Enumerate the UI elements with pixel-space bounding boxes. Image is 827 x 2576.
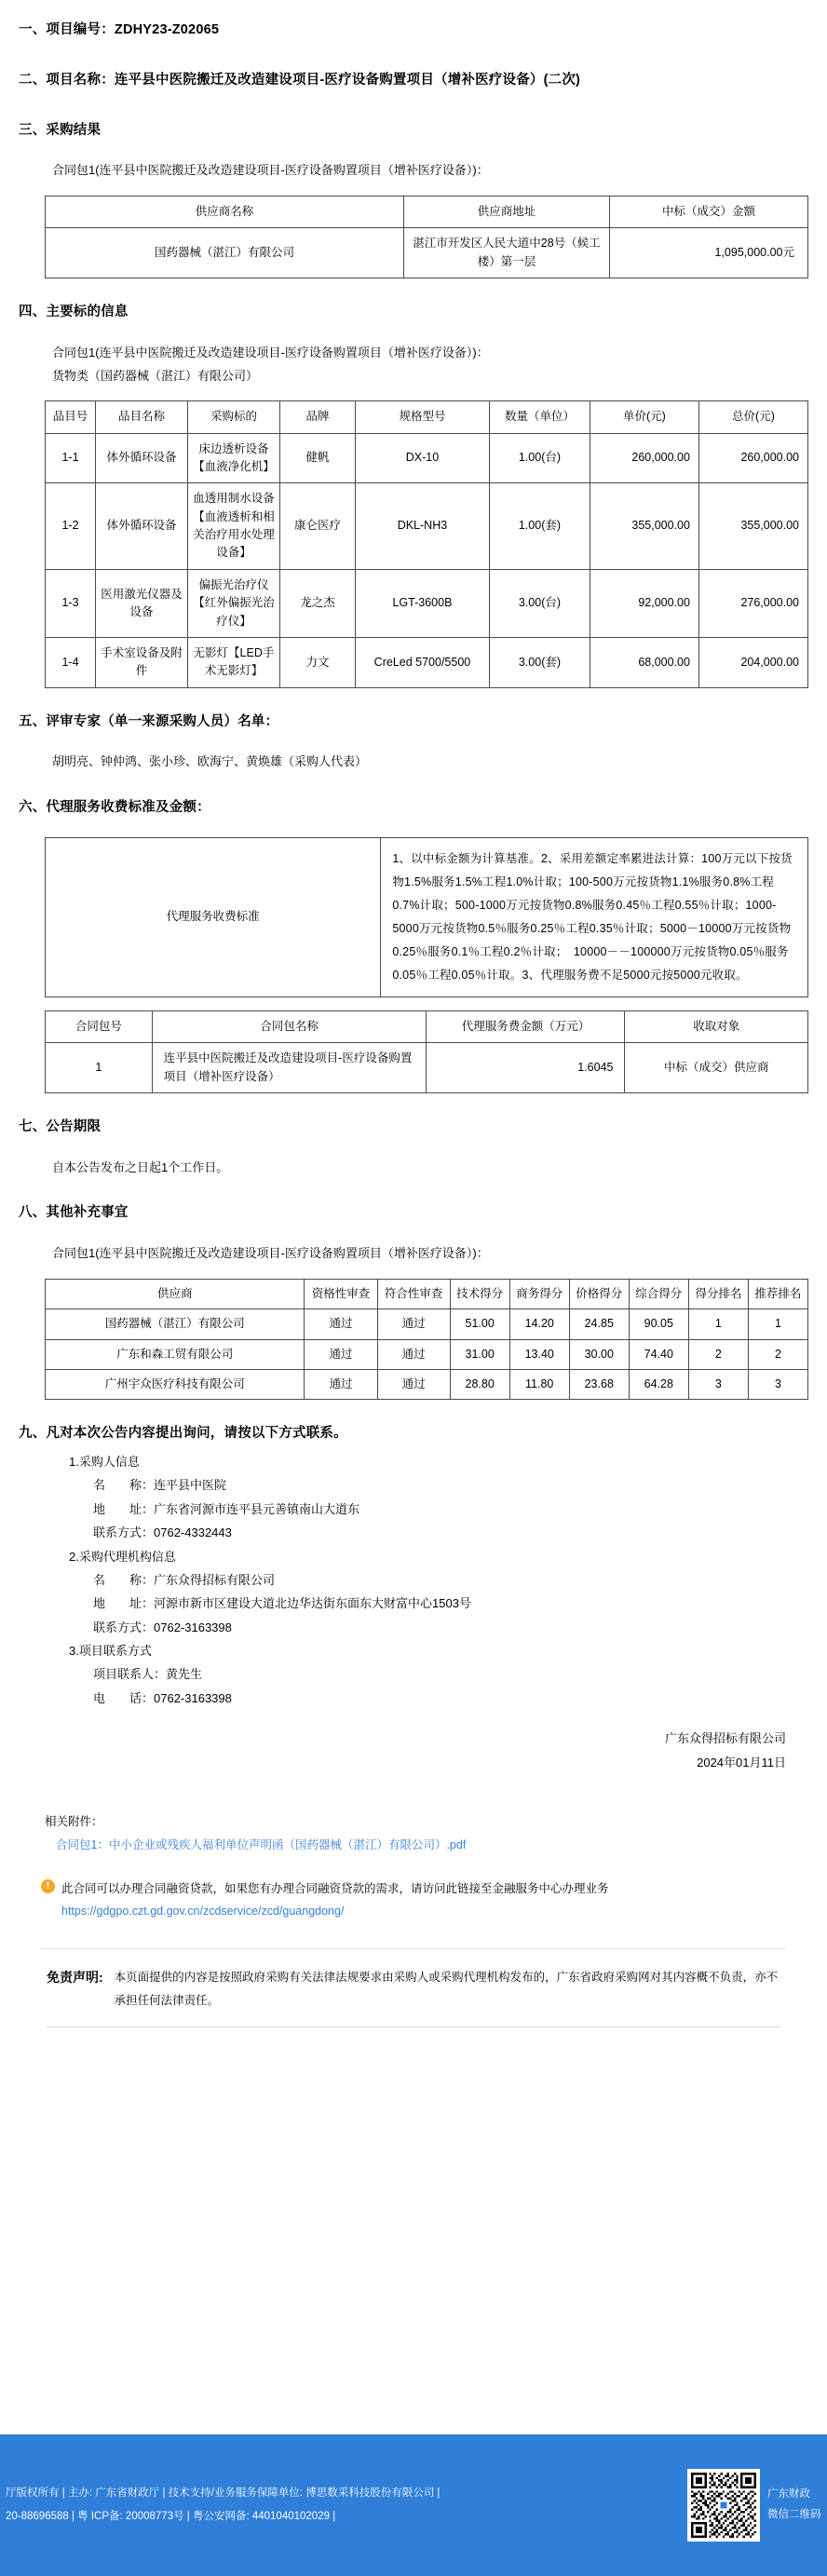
cell-item-category: 医用激光仪器及设备 bbox=[95, 569, 187, 637]
purchaser-tel-label: 联系方式： bbox=[93, 1525, 155, 1540]
table-row bbox=[46, 1339, 808, 1369]
cell-item-model: DX-10 bbox=[355, 433, 489, 483]
disclaimer-block bbox=[19, 1949, 808, 2012]
table-header-row bbox=[46, 401, 808, 433]
spacer bbox=[19, 774, 808, 798]
cell-item-brand: 龙之杰 bbox=[279, 569, 355, 637]
cell-score-supplier: 国药器械（湛江）有限公司 bbox=[46, 1309, 305, 1339]
cell-item-category: 体外循环设备 bbox=[95, 433, 187, 483]
cell-item-model: LGT-3600B bbox=[355, 569, 489, 637]
project-contact-person-value: 黄先生 bbox=[166, 1667, 203, 1682]
col-overall-score: 综合得分 bbox=[629, 1279, 688, 1308]
cell-score-supplier: 广州宇众医疗科技有限公司 bbox=[46, 1370, 305, 1400]
cell-item-brand: 健帆 bbox=[279, 433, 355, 483]
financing-service-link[interactable]: https://gdgpo.czt.gd.gov.cn/zcdservice/zcd/guangdong/ bbox=[61, 1905, 345, 1918]
col-business-score: 商务得分 bbox=[509, 1279, 569, 1308]
cell-price-score: 23.68 bbox=[569, 1370, 629, 1400]
col-package-name: 合同包名称 bbox=[152, 1010, 427, 1042]
section-1-label: 一、项目编号： bbox=[19, 22, 115, 37]
cell-price-score: 24.85 bbox=[569, 1309, 629, 1339]
cell-recommend-rank: 1 bbox=[748, 1309, 807, 1339]
cell-item-unit-price: 68,000.00 bbox=[590, 637, 698, 687]
financing-notice-text: 此合同可以办理合同融资贷款，如果您有办理合同融资贷款的需求，请访问此链接至金融服务中心办理业务 bbox=[61, 1881, 609, 1895]
col-award-amount: 中标（成交）金额 bbox=[610, 196, 808, 227]
cell-item-qty: 3.00(台) bbox=[489, 569, 590, 637]
signature-block bbox=[19, 1727, 808, 1775]
items-package-line: 合同包1(连平县中医院搬迁及改造建设项目-医疗设备购置项目（增补医疗设备）)： bbox=[52, 345, 489, 359]
cell-item-category: 手术室设备及附件 bbox=[95, 637, 187, 687]
spacer bbox=[19, 1266, 808, 1279]
spacer bbox=[19, 1775, 808, 1812]
cell-qualification-review: 通过 bbox=[305, 1370, 377, 1400]
col-recommend-rank: 推荐排名 bbox=[748, 1279, 807, 1308]
project-contact-title: 3.项目联系方式 bbox=[69, 1643, 152, 1658]
purchaser-address-row bbox=[19, 1498, 808, 1521]
cell-item-qty: 3.00(套) bbox=[489, 637, 590, 687]
section-9-title: 九、凡对本次公告内容提出询问，请按以下方式联系。 bbox=[19, 1426, 347, 1442]
signature-date: 2024年01月11日 bbox=[697, 1755, 786, 1769]
financing-notice bbox=[19, 1878, 808, 1923]
spacer bbox=[19, 387, 808, 400]
cell-business-score: 14.20 bbox=[509, 1309, 569, 1339]
spacer bbox=[19, 329, 808, 342]
cell-item-subject: 无影灯【LED手术无影灯】 bbox=[187, 637, 279, 687]
col-item-no: 品目号 bbox=[46, 401, 96, 433]
table-header-row bbox=[46, 196, 808, 227]
cell-award-amount: 1,095,000.00元 bbox=[610, 228, 808, 278]
cell-overall-score: 64.28 bbox=[629, 1370, 688, 1400]
spacer bbox=[19, 688, 808, 712]
section-project-name bbox=[19, 71, 808, 91]
agency-name-row bbox=[19, 1568, 808, 1592]
supplementary-package-line: 合同包1(连平县中医院搬迁及改造建设项目-医疗设备购置项目（增补医疗设备）)： bbox=[52, 1246, 489, 1261]
table-row bbox=[46, 1370, 808, 1400]
cell-overall-score: 74.40 bbox=[629, 1339, 688, 1369]
spacer bbox=[19, 278, 808, 303]
section-7-title: 七、公告期限 bbox=[19, 1119, 102, 1134]
project-contact-tel-row bbox=[19, 1687, 808, 1710]
cell-item-subject: 血透用制水设备【血液透析和相关治疗用水处理设备】 bbox=[187, 483, 279, 570]
fee-standard-table bbox=[45, 837, 808, 997]
section-6-title: 六、代理服务收费标准及金额： bbox=[19, 800, 210, 816]
qr-caption bbox=[767, 2485, 823, 2526]
col-item-subject: 采购标的 bbox=[187, 401, 279, 433]
cell-item-no: 1-4 bbox=[46, 637, 96, 687]
spacer bbox=[19, 997, 808, 1010]
agency-tel-row bbox=[19, 1616, 808, 1639]
cell-item-brand: 力文 bbox=[279, 637, 355, 687]
cell-fee-payer: 中标（成交）供应商 bbox=[625, 1043, 808, 1093]
financing-notice-body bbox=[61, 1878, 609, 1923]
cell-qualification-review: 通过 bbox=[305, 1339, 377, 1369]
col-package-no: 合同包号 bbox=[46, 1010, 153, 1042]
attachment-link[interactable]: 合同包1：中小企业或残疾人福利单位声明函（国药器械（湛江）有限公司）.pdf bbox=[56, 1837, 467, 1851]
cell-fee-standard-label: 代理服务收费标准 bbox=[46, 837, 381, 997]
cell-item-total-price: 260,000.00 bbox=[698, 433, 807, 483]
table-row bbox=[46, 837, 808, 997]
cell-recommend-rank: 3 bbox=[748, 1370, 807, 1400]
cell-item-unit-price: 260,000.00 bbox=[590, 433, 698, 483]
cell-price-score: 30.00 bbox=[569, 1339, 629, 1369]
cell-item-model: CreLed 5700/5500 bbox=[355, 637, 489, 687]
table-row bbox=[46, 433, 808, 483]
table-row bbox=[46, 569, 808, 637]
attachments-title: 相关附件： bbox=[45, 1814, 103, 1828]
cell-supplier-name: 国药器械（湛江）有限公司 bbox=[46, 228, 404, 278]
purchaser-name-value: 连平县中医院 bbox=[154, 1478, 227, 1493]
col-supplier-name: 供应商名称 bbox=[46, 196, 404, 227]
fee-amount-table bbox=[45, 1010, 808, 1093]
col-fee-payer: 收取对象 bbox=[625, 1010, 808, 1042]
cell-item-qty: 1.00(台) bbox=[489, 433, 590, 483]
table-row bbox=[46, 637, 808, 687]
spacer bbox=[19, 97, 808, 121]
score-table bbox=[45, 1279, 808, 1401]
spacer bbox=[19, 183, 808, 196]
agency-name-label: 名 称： bbox=[93, 1572, 155, 1587]
cell-fee-amount: 1.6045 bbox=[427, 1043, 625, 1093]
cell-conformity-review: 通过 bbox=[377, 1370, 450, 1400]
project-contact-person-row bbox=[19, 1662, 808, 1686]
cell-qualification-review: 通过 bbox=[305, 1309, 377, 1339]
spacer bbox=[19, 1093, 808, 1118]
section-2-label: 二、项目名称： bbox=[19, 72, 115, 88]
cell-score-rank: 2 bbox=[688, 1339, 748, 1369]
cell-technical-score: 51.00 bbox=[450, 1309, 509, 1339]
col-supplier-address: 供应商地址 bbox=[403, 196, 609, 227]
col-item-model: 规格型号 bbox=[355, 401, 489, 433]
cell-package-no: 1 bbox=[46, 1043, 153, 1093]
col-conformity-review: 符合性审查 bbox=[377, 1279, 450, 1308]
table-header-row bbox=[46, 1010, 808, 1042]
footer-line-2: 20-88696588 | 粤 ICP备: 20008773号 | 粤公安网备: 4401040102029 | bbox=[6, 2511, 336, 2522]
col-item-qty: 数量（单位） bbox=[489, 401, 590, 433]
spacer bbox=[19, 146, 808, 159]
spacer bbox=[19, 1229, 808, 1242]
cell-item-unit-price: 92,000.00 bbox=[590, 569, 698, 637]
project-number-value: ZDHY23-Z02065 bbox=[114, 22, 220, 37]
cell-overall-score: 90.05 bbox=[629, 1309, 688, 1339]
purchaser-info-title: 1.采购人信息 bbox=[69, 1455, 140, 1470]
table-row bbox=[46, 228, 808, 278]
col-score-rank: 得分排名 bbox=[688, 1279, 748, 1308]
section-8-title: 八、其他补充事宜 bbox=[19, 1205, 129, 1221]
cell-item-unit-price: 355,000.00 bbox=[590, 483, 698, 570]
cell-item-total-price: 355,000.00 bbox=[698, 483, 807, 570]
agency-tel-label: 联系方式： bbox=[93, 1620, 155, 1634]
qr-caption-line-1: 广东财政 bbox=[767, 2488, 810, 2501]
purchaser-tel-row bbox=[19, 1521, 808, 1544]
table-row bbox=[46, 1043, 808, 1093]
disclaimer-label: 免责声明: bbox=[47, 1970, 103, 1986]
agency-address-row bbox=[19, 1592, 808, 1615]
cell-item-qty: 1.00(套) bbox=[489, 483, 590, 570]
cell-business-score: 13.40 bbox=[509, 1339, 569, 1369]
cell-item-subject: 床边透析设备【血液净化机】 bbox=[187, 433, 279, 483]
spacer bbox=[19, 1710, 808, 1727]
cell-recommend-rank: 2 bbox=[748, 1339, 807, 1369]
col-item-brand: 品牌 bbox=[279, 401, 355, 433]
purchaser-address-label: 地 址： bbox=[93, 1501, 155, 1516]
warning-icon: ! bbox=[41, 1879, 55, 1893]
disclaimer-text: 本页面提供的内容是按照政府采购有关法律法规要求由采购人或采购代理机构发布的，广东省政府采购网对其内容概不负责，亦不承担任何法律责任。 bbox=[114, 1971, 779, 2007]
agency-address-label: 地 址： bbox=[93, 1596, 155, 1611]
purchaser-name-row bbox=[19, 1473, 808, 1497]
project-contact-tel-label: 电 话： bbox=[93, 1690, 155, 1705]
cell-item-no: 1-3 bbox=[46, 569, 96, 637]
items-category-line: 货物类（国药器械（湛江）有限公司） bbox=[52, 368, 259, 383]
col-item-total-price: 总价(元) bbox=[698, 401, 807, 433]
items-table bbox=[45, 400, 808, 688]
col-score-supplier: 供应商 bbox=[46, 1279, 305, 1308]
section-project-number bbox=[19, 20, 808, 41]
cell-score-rank: 1 bbox=[688, 1309, 748, 1339]
spacer bbox=[19, 824, 808, 837]
result-table bbox=[45, 196, 808, 278]
cell-item-model: DKL-NH3 bbox=[355, 483, 489, 570]
qr-caption-line-2: 微信二维码 bbox=[767, 2509, 821, 2520]
cell-conformity-review: 通过 bbox=[377, 1339, 450, 1369]
footer-line-1: 厅版权所有 | 主办: 广东省财政厅 | 技术支持/业务服务保障单位: 博思数采科技股份有限公司 | bbox=[6, 2487, 441, 2499]
col-qualification-review: 资格性审查 bbox=[305, 1279, 377, 1308]
spacer bbox=[19, 1144, 808, 1157]
section-3-title: 三、采购结果 bbox=[19, 122, 102, 138]
section-4-title: 四、主要标的信息 bbox=[19, 305, 129, 320]
cell-item-total-price: 204,000.00 bbox=[698, 637, 807, 687]
cell-conformity-review: 通过 bbox=[377, 1309, 450, 1339]
col-technical-score: 技术得分 bbox=[450, 1279, 509, 1308]
cell-business-score: 11.80 bbox=[509, 1370, 569, 1400]
cell-item-brand: 康仑医疗 bbox=[279, 483, 355, 570]
agency-name-value: 广东众得招标有限公司 bbox=[154, 1572, 276, 1587]
purchaser-address-value: 广东省河源市连平县元善镇南山大道东 bbox=[154, 1501, 360, 1516]
cell-package-name: 连平县中医院搬迁及改造建设项目-医疗设备购置项目（增补医疗设备） bbox=[152, 1043, 427, 1093]
qr-code-icon bbox=[687, 2469, 760, 2542]
cell-score-supplier: 广东和森工贸有限公司 bbox=[46, 1339, 305, 1369]
table-row bbox=[46, 483, 808, 570]
cell-item-total-price: 276,000.00 bbox=[698, 569, 807, 637]
col-price-score: 价格得分 bbox=[569, 1279, 629, 1308]
site-footer bbox=[0, 2434, 827, 2576]
spacer bbox=[19, 738, 808, 751]
agency-address-value: 河源市新市区建设大道北边华达街东面东大财富中心1503号 bbox=[154, 1596, 471, 1611]
footer-qr-block bbox=[687, 2469, 827, 2542]
cell-item-no: 1-2 bbox=[46, 483, 96, 570]
cell-fee-standard-text: 1、以中标金额为计算基准。2、采用差额定率累进法计算：100万元以下按货物1.5%服务1.5%工程1.0%计取；100-500万元按货物1.1%服务0.8%工程0.7%计取；500-1000万元按货物0.8%服务0.45％工程0.55％计取；1000-5000万元按货物0.5％服务0.25％工程0.35％计取；5000－10000万元按货物0.25％服务0.1％工程0.2％计取； 10000－－100000万元按货物0.05％服务0.05％工程0.05％计取。3、代理服务费不足5000元按5000元收取。 bbox=[381, 837, 808, 997]
cell-item-category: 体外循环设备 bbox=[95, 483, 187, 570]
project-contact-person-label: 项目联系人： bbox=[93, 1667, 167, 1682]
spacer bbox=[19, 1179, 808, 1203]
col-fee-amount: 代理服务费金额（万元） bbox=[427, 1010, 625, 1042]
spacer bbox=[19, 47, 808, 71]
cell-score-rank: 3 bbox=[688, 1370, 748, 1400]
col-item-unit-price: 单价(元) bbox=[590, 401, 698, 433]
project-name-value: 连平县中医院搬迁及改造建设项目-医疗设备购置项目（增补医疗设备）(二次) bbox=[114, 72, 581, 88]
table-header-row bbox=[46, 1279, 808, 1308]
result-package-line: 合同包1(连平县中医院搬迁及改造建设项目-医疗设备购置项目（增补医疗设备）)： bbox=[52, 163, 489, 178]
footer-info bbox=[0, 2482, 687, 2529]
agency-info-title: 2.采购代理机构信息 bbox=[69, 1549, 176, 1564]
cell-technical-score: 28.80 bbox=[450, 1370, 509, 1400]
cell-technical-score: 31.00 bbox=[450, 1339, 509, 1369]
announcement-period-text: 自本公告发布之日起1个工作日。 bbox=[52, 1159, 229, 1174]
cell-item-no: 1-1 bbox=[46, 433, 96, 483]
section-5-title: 五、评审专家（单一来源采购人员）名单： bbox=[19, 713, 279, 729]
table-row bbox=[46, 1309, 808, 1339]
col-item-category: 品目名称 bbox=[95, 401, 187, 433]
purchaser-tel-value: 0762-4332443 bbox=[154, 1525, 232, 1540]
spacer bbox=[19, 1400, 808, 1424]
project-contact-tel-value: 0762-3163398 bbox=[154, 1690, 232, 1705]
cell-supplier-address: 湛江市开发区人民大道中28号（候工楼）第一层 bbox=[403, 228, 609, 278]
expert-list: 胡明亮、钟仲鸿、张小珍、欧海宁、黄焕雄（采购人代表） bbox=[52, 754, 368, 769]
cell-item-subject: 偏振光治疗仪【红外偏振光治疗仪】 bbox=[187, 569, 279, 637]
purchaser-name-label: 名 称： bbox=[93, 1478, 155, 1493]
signature-organization: 广东众得招标有限公司 bbox=[664, 1730, 786, 1745]
agency-tel-value: 0762-3163398 bbox=[154, 1620, 232, 1634]
